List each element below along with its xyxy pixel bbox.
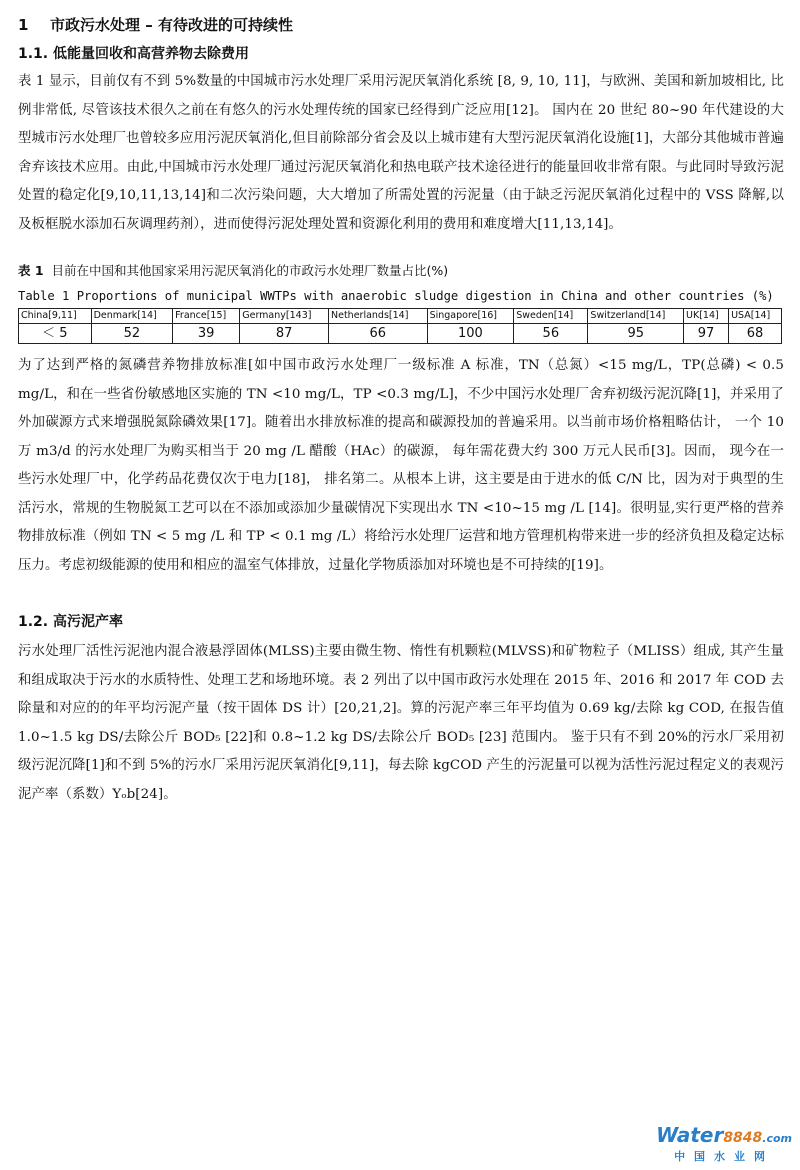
table-1-value-cell: 97 (684, 324, 729, 344)
section-1-2-paragraph: 污水处理厂活性污泥池内混合液悬浮固体(MLSS)主要由微生物、惰性有机颗粒(MLVSS)和矿物粒子（MLISS）组成, 其产生量和组成取决于污水的水质特性、处理工艺和场地环境。表 2 列出了以中国市政污水处理在 2015 年、2016 和 2017 年 COD 去除量和对应的的年平均污泥产量（按干固体 DS 计）[20,21,2]。算的污泥产率三年平均值为 0.69 kg/去除 kg COD, 在报告值 1.0~1.5 kg DS/去除公斤 BOD₅ [22]和 0.8~1.2 kg DS/去除公斤 BOD₅ [23] 范围内。 鉴于只有不到 20%的污水厂采用初级污泥沉降[1]和不到 5%的污水厂采用污泥厌氧消化[9,11]，每去除 kgCOD 产生的污泥量可以视为活性污泥过程定义的表观污泥产率（系数）Yₒb[24]。 (18, 644, 784, 802)
logo-suffix: .com (762, 1132, 792, 1145)
section-1-1-paragraph: 表 1 显示，目前仅有不到 5%数量的中国城市污水处理厂采用污泥厌氧消化系统 [8, 9, 10, 11]，与欧洲、美国和新加坡相比, 比例非常低, 尽管该技术很久之前在有悠久的污水处理传统的国家已经得到广泛应用[12]。 国内在 20 世纪 80~90 年代建设的大型城市污水处理厂也曾较多应用污泥厌氧消化,但目前除部分省会及以上城市建有大型污泥厌氧消化设施[1]，大部分其他城市普遍舍弃该技术应用。由此,中国城市污水处理厂通过污泥厌氧消化和热电联产技术途径进行的能量回收非常有限。与此同时导致污泥处置的稳定化[9,10,11,13,14]和二次污染问题，大大增加了所需处置的污泥量（由于缺乏污泥厌氧消化过程中的 VSS 降解,以及板框脱水添加石灰调理药剂），进而使得污泥处理处置和资源化利用的费用和难度增大[11,13,14]。 (18, 74, 784, 232)
logo-word: Water (656, 1123, 724, 1147)
table-1-value-cell: 68 (729, 324, 782, 344)
table-1-value-cell: 39 (173, 324, 240, 344)
table-1-header-cell: China[9,11] (19, 309, 92, 324)
table-1-header-cell: Sweden[14] (514, 309, 588, 324)
table-1-value-row (19, 324, 782, 344)
table-1-value-cell: 87 (240, 324, 329, 344)
table-1-header-cell: Singapore[16] (427, 309, 514, 324)
document-page (18, 12, 784, 809)
table-1-header-cell: Switzerland[14] (588, 309, 684, 324)
table-1-caption-zh (18, 261, 784, 281)
section-1-2-heading: 1.2. 高污泥产率 (18, 614, 123, 630)
table-1-header-cell: Denmark[14] (91, 309, 173, 324)
table-1-value-cell: 52 (91, 324, 173, 344)
logo-subtitle: 中国水业网 (674, 1150, 775, 1163)
section-1-number: 1 (18, 16, 29, 34)
table-1-value-cell: 95 (588, 324, 684, 344)
logo-number: 8848 (723, 1130, 763, 1146)
table-1-label: 表 1 (18, 263, 44, 278)
table-1-value-cell: 56 (514, 324, 588, 344)
section-1-heading (18, 12, 784, 38)
table-1-caption-text: 目前在中国和其他国家采用污泥厌氧消化的市政污水处理厂数量占比(%) (51, 263, 449, 278)
section-1-1-heading: 1.1. 低能量回收和高营养物去除费用 (18, 46, 249, 62)
table-1-value-cell: ＜ 5 (19, 324, 92, 344)
table-1-header-cell: Netherlands[14] (329, 309, 428, 324)
table-1-header-row (19, 309, 782, 324)
table-1 (18, 308, 782, 344)
table-1-caption-en: Table 1 Proportions of municipal WWTPs with anaerobic sludge digestion in China and other countries (%) (18, 289, 774, 303)
section-1-title: 市政污水处理 – 有待改进的可持续性 (50, 16, 293, 34)
nutrient-paragraph: 为了达到严格的氮磷营养物排放标准[如中国市政污水处理厂一级标准 A 标准，TN（总氮）<15 mg/L，TP(总磷) < 0.5 mg/L，和在一些省份敏感地区实施的 TN <10 mg/L，TP <0.3 mg/L]，不少中国污水处理厂舍弃初级污泥沉降[1]，并采用了外加碳源方式来增强脱氮除磷效果[17]。随着出水排放标准的提高和碳源投加的普遍采用。以当前市场价格粗略估计， 一个 10 万 m3/d 的污水处理厂为购买相当于 20 mg /L 醋酸（HAc）的碳源， 每年需花费大约 300 万元人民币[3]。因而， 现今在一些污水处理厂中，化学药品花费仅次于电力[18]， 排名第二。从根本上讲，这主要是由于进水的低 C/N 比，因为对于典型的生活污水，常规的生物脱氮工艺可以在不添加或添加少量碳情况下实现出水 TN <10~15 mg /L [14]。很明显,实行更严格的营养物排放标准（例如 TN < 5 mg /L 和 TP < 0.1 mg /L）将给污水处理厂运营和地方管理机构带来进一步的经济负担及稳定达标压力。考虑初级能源的使用和相应的温室气体排放，过量化学物质添加对环境也是不可持续的[19]。 (18, 358, 784, 573)
table-1-header-cell: USA[14] (729, 309, 782, 324)
table-1-value-cell: 66 (329, 324, 428, 344)
table-1-value-cell: 100 (427, 324, 514, 344)
table-1-header-cell: Germany[143] (240, 309, 329, 324)
table-1-header-cell: UK[14] (684, 309, 729, 324)
watermark-logo (656, 1124, 792, 1164)
table-1-header-cell: France[15] (173, 309, 240, 324)
